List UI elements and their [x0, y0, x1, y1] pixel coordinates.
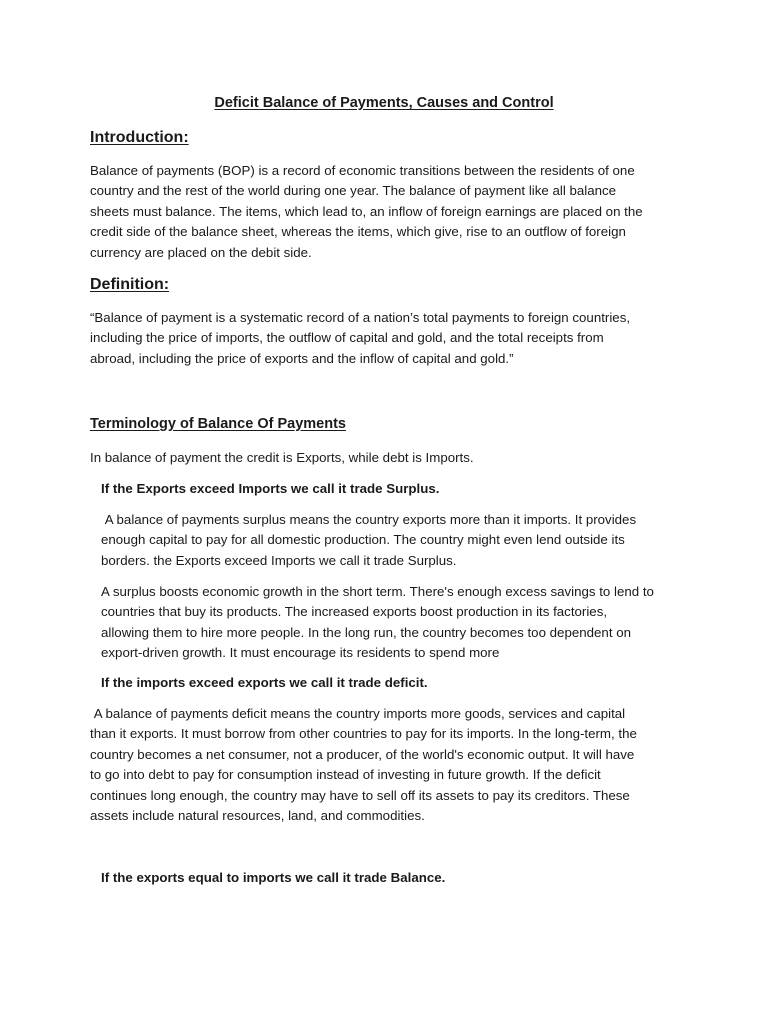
surplus-paragraph-1: A balance of payments surplus means the country exports more than it imports. It provides enough capital to pay for all domestic production. The country might even lend outside its borders. the Exports exceed Imports we call it trade Surplus. [101, 512, 637, 568]
introduction-paragraph: Balance of payments (BOP) is a record of economic transitions between the residents of one country and the rest of the world during one year. The balance of payment like all balance sheets must balance. The items, which lead to, an inflow of foreign earnings are placed on the credit side of the balance sheet, whereas the items, which give, rise to an outflow of foreign currency are placed on the debit side. [90, 163, 643, 260]
terminology-heading: Terminology of Balance Of Payments [90, 416, 346, 432]
introduction-heading: Introduction: [90, 129, 189, 146]
terminology-intro: In balance of payment the credit is Exports, while debt is Imports. [90, 450, 474, 465]
deficit-heading: If the imports exceed exports we call it trade deficit. [101, 675, 428, 690]
deficit-paragraph: A balance of payments deficit means the country imports more goods, services and capital than it exports. It must borrow from other countries to pay for its imports. In the long-term, the country becomes a net consumer, not a producer, of the world's economic output. It will have to go into debt to pay for consumption instead of investing in future growth. If the deficit continues long enough, the country may have to sell off its assets to pay its creditors. These assets include natural resources, land, and commodities. [90, 706, 637, 824]
balance-heading: If the exports equal to imports we call it trade Balance. [101, 870, 446, 885]
document-title: Deficit Balance of Payments, Causes and Control [214, 95, 554, 111]
definition-heading: Definition: [90, 276, 170, 293]
surplus-paragraph-2: A surplus boosts economic growth in the short term. There's enough excess savings to lend to countries that buy its products. The increased exports boost production in its factories, allowing them to hire more people. In the long run, the country becomes too dependent on export-driven growth. It must encourage its residents to spend more [101, 584, 654, 661]
definition-paragraph: “Balance of payment is a systematic record of a nation’s total payments to foreign countries, including the price of imports, the outflow of capital and gold, and the total receipts from abroad, including the price of exports and the inflow of capital and gold.” [90, 310, 631, 366]
surplus-heading: If the Exports exceed Imports we call it trade Surplus. [101, 481, 440, 496]
